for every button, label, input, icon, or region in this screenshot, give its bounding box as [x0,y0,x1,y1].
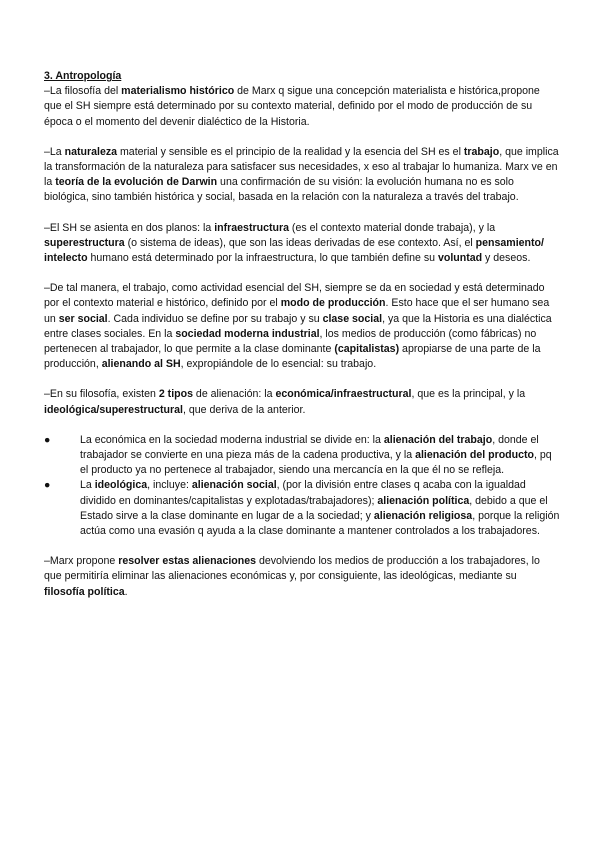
text-run: . Esto hace que el ser humano sea un [44,297,550,325]
list-item [44,478,560,539]
bold-term: (capitalistas) [334,343,400,356]
text-run: apropiarse de una parte de la producción, [44,343,541,371]
bold-term: ideológica [94,479,148,492]
list-item-text [80,478,560,539]
text-run: una confirmación de su visión: la evolución humana no es solo biológica, sino también histórica y social, basada en la relación con la naturaleza a través del trabajo. [44,176,519,204]
bold-term: filosofía política [44,585,125,598]
paragraph-infraestructura [44,221,560,267]
section-heading: 3. Antropología [44,70,122,82]
bold-term: sociedad moderna industrial [175,327,320,340]
text-run: devolviendo los medios de producción a los trabajadores, lo que permitiría eliminar las alienaciones económicas y, por consiguiente, las ideológicas, mediante su [44,555,540,583]
bold-term: clase social [322,312,383,325]
text-run: , ya que la Historia es una dialéctica entre clases sociales. En la [44,312,552,340]
text-run: , que es la principal, y la [411,388,526,401]
bold-term: materialismo histórico [121,85,235,98]
text-run: humano está determinado por la infraestructura, lo que también define su [87,252,438,265]
text-run: , (por la división entre clases q acaba con la igualdad dividido en dominantes/capitalistas y explotadas/trabajadores); [80,479,526,507]
paragraph-conclusion [44,554,560,600]
paragraph-tipos-alienacion [44,387,560,417]
text-run: , los medios de producción (como fábricas) no pertenecen al trabajador, lo que permite a la clase dominante [44,327,537,356]
text-run: –La filosofía del [44,85,122,98]
text-run: y deseos. [482,252,531,265]
text-run: , donde el trabajador se convierte en una pieza más de la cadena productiva, y la [80,433,539,462]
text-run: material y sensible es el principio de la realidad y la esencia del SH es el [117,145,464,158]
bold-term: superestructura [44,236,125,249]
bold-term: alienación religiosa [373,509,473,522]
bold-term: resolver estas alienaciones [118,555,257,568]
text-run: , porque la religión actúa como una evasión q ayuda a la clase dominante a mantener controlados a los trabajadores. [80,509,560,538]
text-run: . [124,585,128,598]
text-run: La [80,479,95,492]
bold-term: alienando al SH [101,358,181,371]
bold-term: modo de producción [280,297,386,310]
text-run: –La [44,145,65,158]
text-run: , expropiándole de lo esencial: su trabajo. [180,358,377,371]
bullet-icon: ● [44,479,51,492]
list-item-text [80,433,560,479]
text-run: de Marx q sigue una concepción materialista e histórica,propone que el SH siempre está determinado por su contexto material, definido por el modo de producción de su época o el momento del devenir dialéctico de la Historia. [44,85,540,128]
bold-term: alienación social [191,479,277,492]
text-run: –Marx propone [44,555,119,568]
text-run: (o sistema de ideas), que son las ideas derivadas de ese contexto. Así, el [124,236,476,249]
text-run: , que implica la transformación de la naturaleza para satisfacer sus necesidades, x eso al trabajar lo humaniza. Marx ve en la [44,145,559,189]
text-run: –En su filosofía, existen [44,388,159,401]
text-run: La económica en la sociedad moderna industrial se divide en: la [80,433,384,446]
paragraph-trabajo-social [44,281,560,372]
bold-term: ser social [58,312,108,325]
text-run: –El SH se asienta en dos planos: la [44,221,215,234]
text-run: , debido a que el Estado sirve a la clase dominante en lugar de a la sociedad; y [80,494,548,522]
text-run: (es el contexto material donde trabaja), y la [288,221,496,234]
bold-term: naturaleza [64,145,118,158]
text-run: , que deriva de la anterior. [182,403,306,416]
bold-term: infraestructura [214,221,289,234]
bold-term: trabajo [463,145,500,158]
text-run: de alienación: la [192,388,276,401]
bold-term: voluntad [437,252,483,265]
bold-term: 2 tipos [158,388,193,401]
text-run: , pq el producto ya no pertenece al trabajador, siendo una mercancía en la que él no se refleja. [80,449,552,477]
bold-term: alienación del producto [415,449,534,462]
bold-term: ideológica/superestructural [44,403,183,416]
text-run: –De tal manera, el trabajo, como actividad esencial del SH, siempre se da en sociedad y está determinado por el contexto material e histórico, definido por el [44,282,545,310]
bold-term: alienación política [377,494,470,507]
text-run: , incluye: [147,479,192,492]
text-run: . Cada individuo se define por su trabajo y su [107,312,323,325]
bullet-icon: ● [44,433,51,446]
bold-term: teoría de la evolución de Darwin [55,176,218,189]
paragraph-naturaleza [44,145,560,206]
list-item [44,433,560,479]
bullet-list [44,433,560,539]
bold-term: alienación del trabajo [383,433,493,446]
bold-term: pensamiento/ intelecto [44,236,544,265]
paragraph-materialismo [44,84,560,130]
bold-term: económica/infraestructural [275,388,412,401]
